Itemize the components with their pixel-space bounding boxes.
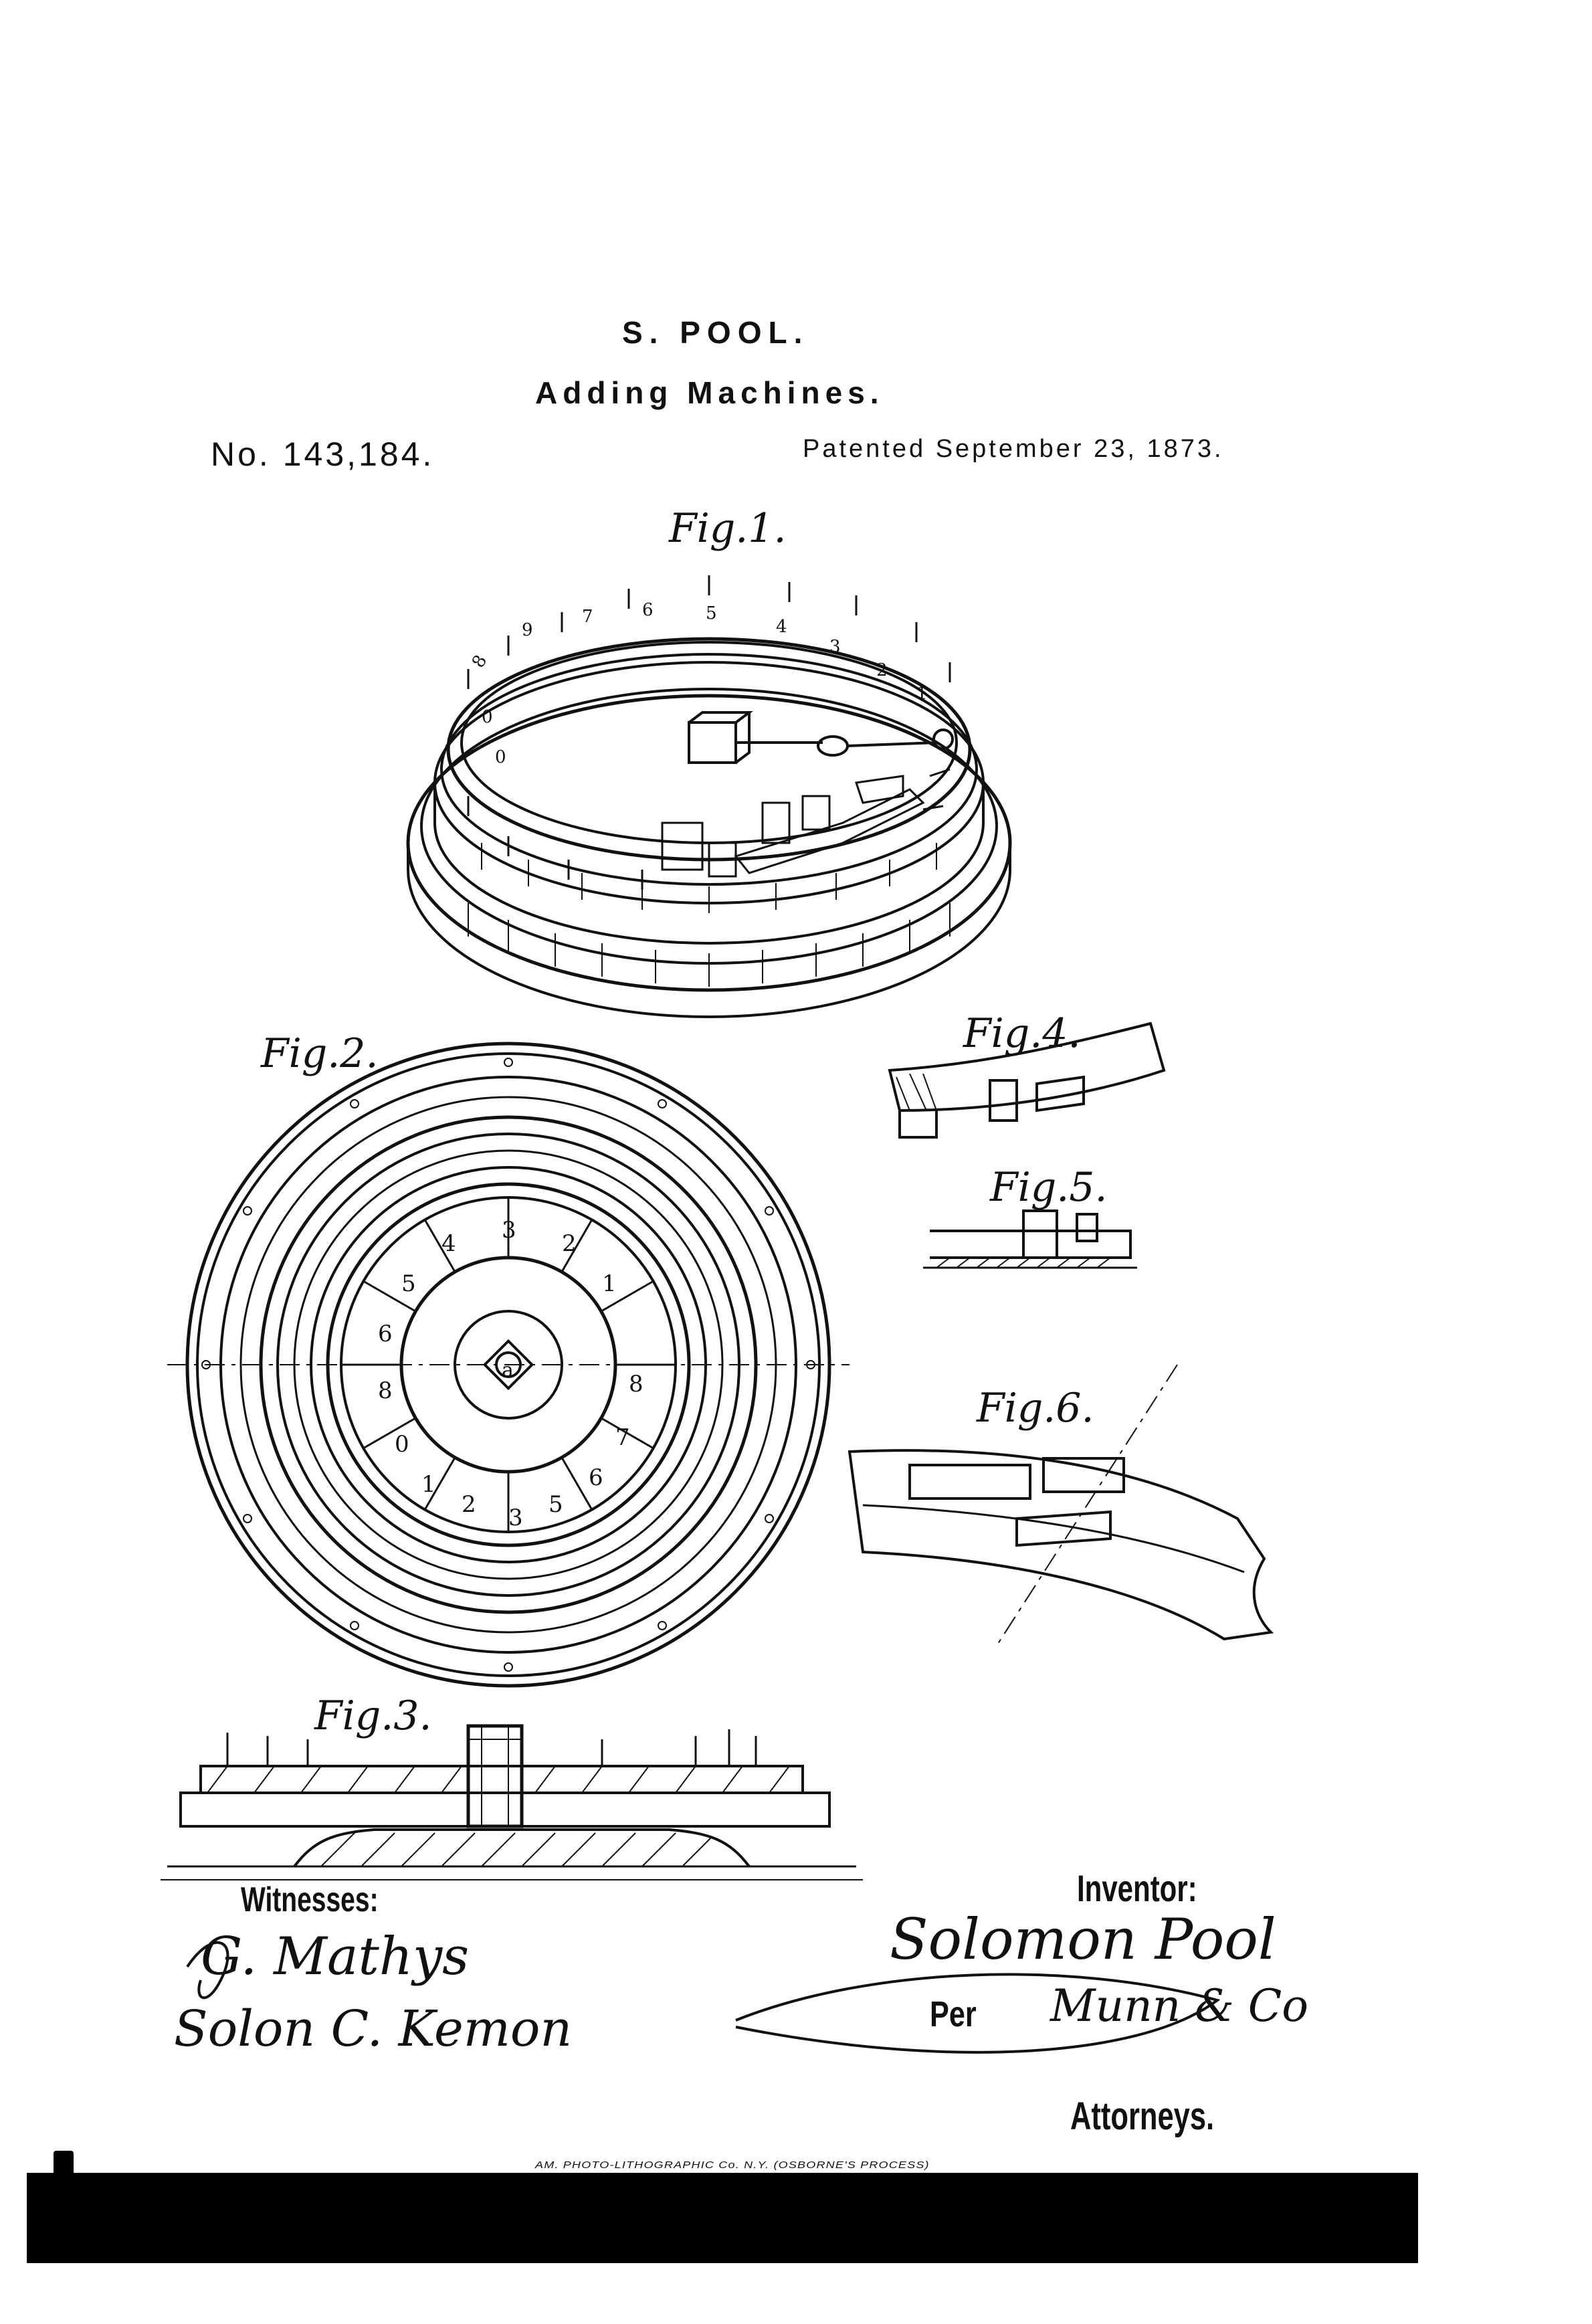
fig1-drawing (408, 575, 1010, 1017)
witness-signature-1: G. Mathys (201, 1927, 470, 1987)
agent-signature: Munn & Co (1050, 1980, 1309, 2032)
fig5-drawing (923, 1211, 1137, 1268)
svg-text:5: 5 (401, 1270, 416, 1297)
svg-text:4: 4 (441, 1230, 456, 1257)
fig3-label: Fig.3. (314, 1692, 432, 1739)
svg-text:6: 6 (589, 1464, 603, 1491)
fig2-drawing (167, 1044, 850, 1686)
fig6-label: Fig.6. (977, 1385, 1094, 1432)
svg-text:1: 1 (421, 1471, 436, 1498)
svg-text:5: 5 (549, 1491, 563, 1518)
svg-text:1: 1 (602, 1270, 617, 1297)
svg-text:6: 6 (378, 1321, 393, 1347)
fig5-label: Fig.5. (990, 1164, 1108, 1211)
svg-text:7: 7 (582, 607, 593, 627)
svg-text:8: 8 (378, 1377, 393, 1404)
svg-text:2: 2 (462, 1491, 476, 1518)
fig6-drawing (850, 1365, 1271, 1646)
svg-text:5: 5 (706, 603, 717, 623)
svg-text:3: 3 (829, 637, 841, 657)
fig1-label: Fig.1. (669, 505, 787, 552)
svg-text:7: 7 (615, 1424, 630, 1451)
left-margin-mark (54, 2151, 74, 2177)
svg-text:2: 2 (562, 1230, 577, 1257)
svg-text:9: 9 (522, 620, 533, 640)
svg-text:6: 6 (642, 600, 654, 620)
inventor-heading: S. POOL. (622, 315, 809, 350)
fig3-drawing (161, 1726, 863, 1880)
bottom-black-bar (27, 2173, 1418, 2263)
svg-text:8: 8 (629, 1371, 643, 1397)
svg-text:0: 0 (482, 707, 493, 727)
svg-text:3: 3 (508, 1505, 523, 1531)
fig4-drawing (890, 1024, 1164, 1137)
inventor-signature-heading: Inventor: (1077, 1867, 1197, 1909)
svg-text:4: 4 (776, 617, 787, 637)
patented-date: Patented September 23, 1873. (803, 435, 1224, 463)
svg-text:2: 2 (876, 660, 888, 680)
svg-text:8: 8 (468, 652, 492, 672)
title-heading: Adding Machines. (535, 375, 884, 410)
attorneys-label: Attorneys. (1070, 2095, 1215, 2138)
per-label: Per (930, 1994, 977, 2034)
svg-text:0: 0 (495, 747, 506, 767)
lithographer-imprint: AM. PHOTO-LITHOGRAPHIC Co. N.Y. (OSBORNE'S PROCESS) (535, 2159, 930, 2171)
fig4-label: Fig.4. (963, 1010, 1081, 1057)
svg-text:0: 0 (395, 1431, 409, 1458)
svg-text:1: 1 (916, 684, 928, 704)
witness-signature-2: Solon C. Kemon (174, 2000, 573, 2058)
patent-number: No. 143,184. (211, 435, 435, 473)
svg-text:a: a (502, 1359, 514, 1382)
witnesses-heading: Witnesses: (241, 1880, 379, 1919)
fig2-label: Fig.2. (261, 1030, 379, 1077)
inventor-signature: Solomon Pool (890, 1907, 1276, 1972)
svg-text:3: 3 (502, 1217, 516, 1244)
